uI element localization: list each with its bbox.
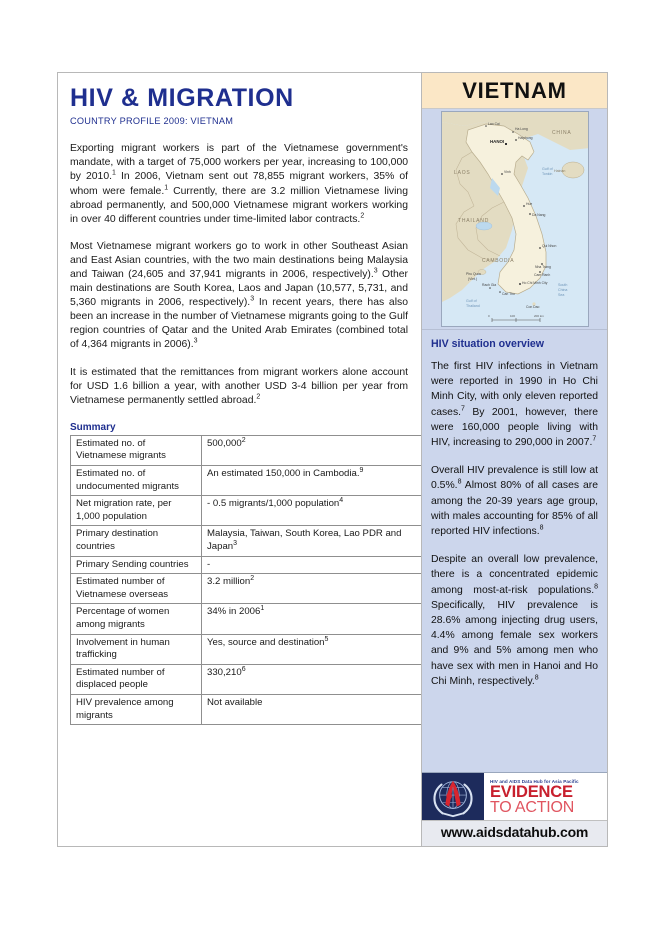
logo-block [422, 772, 607, 846]
svg-text:(Viet.): (Viet.) [467, 277, 477, 281]
table-cell-value [202, 664, 425, 694]
table-cell-value-text: Not available [207, 696, 263, 708]
table-cell-value [202, 634, 425, 664]
footnote-ref: 3 [250, 295, 255, 303]
vietnam-map [441, 111, 589, 327]
svg-text:0: 0 [487, 314, 490, 318]
svg-text:China: China [557, 288, 567, 292]
footnote-ref: 9 [359, 466, 364, 474]
country-banner [422, 73, 607, 109]
footnote-ref: 1 [260, 605, 265, 613]
main-content-column [57, 72, 421, 847]
svg-text:Can Tho: Can Tho [501, 292, 515, 296]
svg-text:Haiphong: Haiphong [517, 136, 533, 140]
table-cell-key: Net migration rate, per 1,000 population [71, 496, 202, 526]
logo-line-toaction: TO ACTION [490, 799, 575, 816]
svg-text:South: South [557, 283, 567, 287]
svg-text:Tonkin: Tonkin [541, 172, 552, 176]
svg-text:Ho Chi Minh City: Ho Chi Minh City [521, 281, 547, 285]
body-paragraph-1: Exporting migrant workers is part of the Vietnamese government's mandate, with a target of 75,000 workers per year, increasing to 100,000 by 2010.$^1$ In 2006, Vietnam sent out 78,855 migrant workers, 35% of whom were female.$^1$ Currently, there are 3.2 million Vietnamese living abroad permanently, and 500,000 Vietnamese migrant workers working in over 40 different countries under time-limited labor contracts.$^2$ [70, 143, 408, 225]
body-paragraph-2: Most Vietnamese migrant workers go to work in other Southeast Asian and East Asian countries, with the two main destinations being Malaysia and Taiwan (24,605 and 37,941 migrants in 2006, respectively).$^3$ Other main destinations are South Korea, Laos and Japan (10,577, 5,731, and 5,360 migrants in 2006, respectively).$^3$ In recent years, there has also been an increase in the number of Vietnamese migrants going to the Gulf region countries of Qatar and the United Arab Emirates (combined total of 4,364 migrants in 2006).$^3$ [70, 240, 408, 351]
hiv-situation-heading: HIV situation overview [431, 338, 545, 350]
table-cell-value [202, 466, 425, 496]
svg-text:Phu Quoc: Phu Quoc [465, 272, 481, 276]
hiv-paragraph-3: Despite an overall low prevalence, there is a concentrated epidemic among most-at-risk populations.$^8$ Specifically, HIV prevalence is 28.6% among injecting drug users, 4.4% among female sex workers and 9% and 5% among men who have sex with men in Hanoi and Ho Chi Minh, respectively.$^8$ [431, 554, 598, 687]
footnote-ref: 1 [164, 184, 169, 192]
svg-text:Rach Gia: Rach Gia [481, 283, 496, 287]
footnote-ref: 1 [112, 169, 116, 177]
table-cell-value [202, 435, 425, 465]
svg-text:Qui Nhon: Qui Nhon [541, 244, 556, 248]
logo-row [422, 773, 607, 821]
table-row [71, 694, 425, 724]
table-cell-value-text: Yes, source and destination [207, 636, 325, 648]
country-name: VIETNAM [462, 77, 567, 103]
table-row [71, 574, 425, 604]
table-cell-value-text: - [207, 558, 211, 570]
svg-text:Vinh: Vinh [503, 170, 511, 174]
svg-text:Hainan: Hainan [553, 169, 565, 173]
summary-heading: Summary [70, 421, 116, 433]
table-cell-key: Estimated no. of undocumented migrants [71, 466, 202, 496]
table-cell-key: Primary destination countries [71, 526, 202, 556]
website-url-bar[interactable] [422, 821, 607, 846]
svg-text:CAMBODIA: CAMBODIA [481, 258, 514, 264]
footnote-ref: 6 [241, 665, 246, 673]
aids-data-hub-emblem [422, 773, 484, 820]
table-cell-key: Percentage of women among migrants [71, 604, 202, 634]
svg-text:100: 100 [509, 314, 515, 318]
sidebar-column [421, 72, 608, 847]
svg-text:THAILAND: THAILAND [457, 218, 489, 224]
table-cell-value-text: Malaysia, Taiwan, South Korea, Lao PDR and Japan [207, 528, 402, 552]
footnote-ref: 8 [457, 478, 462, 486]
svg-text:Thailand: Thailand [465, 304, 480, 308]
svg-text:Lao Cai: Lao Cai [487, 122, 500, 126]
footnote-ref: 7 [461, 405, 465, 413]
table-cell-key: Estimated no. of Vietnamese migrants [71, 435, 202, 465]
footnote-ref: 8 [534, 674, 539, 682]
footnote-ref: 7 [592, 435, 597, 443]
table-cell-value-text: 500,000 [207, 437, 242, 449]
table-cell-key: Estimated number of displaced people [71, 664, 202, 694]
hiv-paragraph-1: The first HIV infections in Vietnam were reported in 1990 in Ho Chi Minh City, with only eleven reported cases.$^7$ By 2001, however, there were 160,000 people living with HIV, increasing to 290,000 in 2007.$^7$ [431, 361, 598, 449]
svg-text:Da Nang: Da Nang [531, 213, 545, 217]
table-row [71, 466, 425, 496]
footnote-ref: 3 [373, 267, 378, 275]
footnote-ref: 5 [324, 635, 329, 643]
hiv-paragraph-2: Overall HIV prevalence is still low at 0.5%.$^8$ Almost 80% of all cases are among the 20-39 years age group, with males accounting for 85% of all reported HIV infections.$^8$ [431, 465, 598, 538]
map-container [422, 109, 607, 330]
footnote-ref: 2 [250, 575, 255, 582]
footnote-ref: 3 [193, 338, 198, 345]
footnote-ref: 8 [594, 583, 598, 591]
logo-tagline: HIV and AIDS Data Hub for Asia Pacific [490, 779, 579, 784]
table-row [71, 634, 425, 664]
svg-text:Con Dao: Con Dao [525, 305, 539, 309]
svg-text:Cam Ranh: Cam Ranh [533, 273, 550, 277]
table-cell-key: Estimated number of Vietnamese overseas [71, 574, 202, 604]
svg-text:Nha Trang: Nha Trang [534, 265, 551, 269]
svg-text:LAOS: LAOS [453, 170, 471, 176]
footnote-ref: 2 [241, 436, 246, 444]
table-cell-value [202, 574, 425, 604]
page-title: HIV & MIGRATION [70, 84, 294, 112]
table-row [71, 526, 425, 556]
summary-table-body [71, 435, 425, 724]
svg-text:Gulf of: Gulf of [541, 167, 553, 171]
table-row [71, 496, 425, 526]
summary-table [70, 435, 425, 725]
logo-line-evidence: EVIDENCE [490, 783, 573, 801]
table-cell-value [202, 556, 425, 574]
table-cell-value [202, 526, 425, 556]
table-cell-value [202, 604, 425, 634]
svg-text:HANOI: HANOI [489, 139, 504, 144]
svg-text:Ha Long: Ha Long [514, 127, 528, 131]
table-row [71, 556, 425, 574]
table-cell-key: Primary Sending countries [71, 556, 202, 574]
logo-text-block [484, 773, 607, 820]
svg-text:CHINA: CHINA [551, 130, 572, 136]
table-cell-value-text: 330,210 [207, 666, 242, 678]
table-cell-value-text: An estimated 150,000 in Cambodia. [207, 468, 360, 480]
table-cell-value-text: 3.2 million [207, 576, 251, 588]
document-page [57, 72, 608, 847]
table-row [71, 664, 425, 694]
svg-text:Hue: Hue [525, 202, 532, 206]
svg-text:Gulf of: Gulf of [465, 299, 477, 303]
table-cell-value [202, 694, 425, 724]
un-globe-ribbon-icon [425, 775, 481, 819]
table-row [71, 604, 425, 634]
table-cell-value-text: 34% in 2006 [207, 606, 261, 618]
map-icon [442, 112, 589, 327]
svg-text:200 km: 200 km [533, 314, 544, 318]
footnote-ref: 2 [256, 393, 261, 401]
website-url[interactable]: www.aidsdatahub.com [440, 824, 589, 840]
hiv-situation-section [422, 330, 607, 772]
body-paragraph-3: It is estimated that the remittances from migrant workers alone account for USD 1.6 billion a year, with another USD 3-4 billion per year from Vietnamese permanently settled abroad.$^2$ [70, 366, 408, 406]
table-row [71, 435, 425, 465]
footnote-ref: 4 [339, 497, 344, 505]
table-cell-value [202, 496, 425, 526]
table-cell-key: Involvement in human trafficking [71, 634, 202, 664]
footnote-ref: 8 [539, 524, 544, 532]
table-cell-key: HIV prevalence among migrants [71, 694, 202, 724]
table-cell-value-text: - 0.5 migrants/1,000 population [207, 498, 340, 510]
page-subtitle: COUNTRY PROFILE 2009: VIETNAM [70, 116, 234, 127]
footnote-ref: 2 [360, 212, 365, 220]
footnote-ref: 3 [233, 539, 238, 547]
svg-text:Sea: Sea [557, 293, 564, 297]
